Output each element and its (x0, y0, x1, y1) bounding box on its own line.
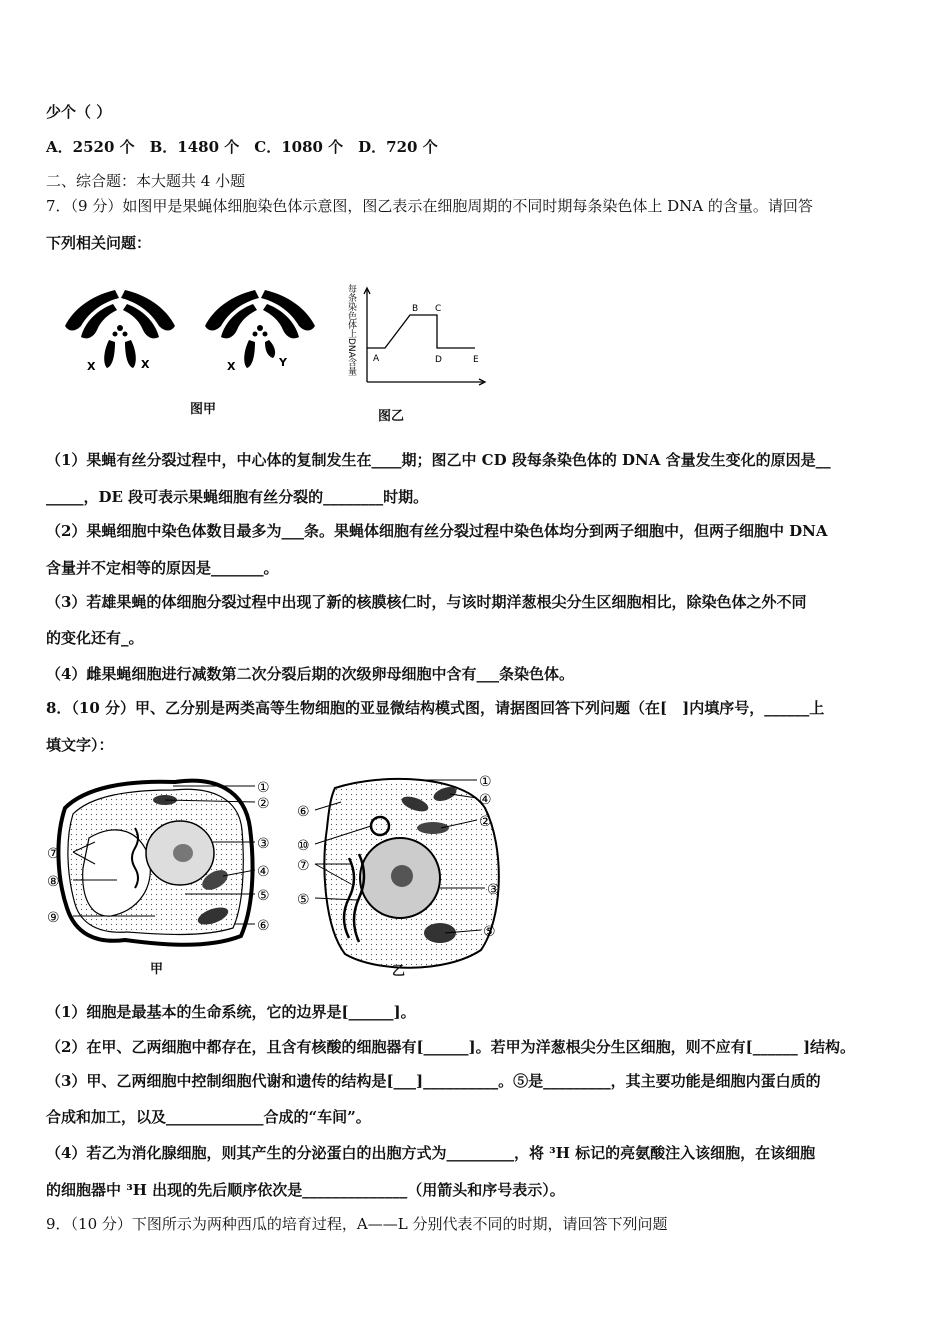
q7-figure (55, 282, 495, 422)
point-d: D (435, 355, 442, 365)
label-7: ⑦ (297, 858, 310, 874)
q7-part2-b: 含量并不定相等的原因是_______。 (46, 559, 279, 577)
q8-part1: （1）细胞是最基本的生命系统，它的边界是[______]。 (46, 1003, 416, 1021)
female-karyotype (65, 290, 175, 373)
q7-stem-2: 下列相关问题： (46, 234, 152, 252)
male-karyotype (205, 290, 315, 373)
label-10: ⑩ (297, 838, 310, 854)
fig7-caption-jia: 图甲 (190, 402, 217, 417)
label-5: ⑤ (257, 888, 270, 904)
label-4: ④ (479, 792, 492, 808)
q8-part2: （2）在甲、乙两细胞中都存在，且含有核酸的细胞器有[______]。若甲为洋葱根尖分生区细胞，则不应有[______ ]结构。 (46, 1038, 856, 1056)
graph-y-axis-label: 每条染色体上DNA含量 (346, 284, 356, 376)
point-e: E (473, 355, 479, 365)
label-3: ③ (257, 836, 270, 852)
q8-part3-a: （3）甲、乙两细胞中控制细胞代谢和遗传的结构是[___]__________。⑤是_________，其主要功能是细胞内蛋白质的 (46, 1072, 821, 1090)
label-6: ⑥ (257, 918, 270, 934)
q7-part3-a: （3）若雄果蝇的体细胞分裂过程中出现了新的核膜核仁时，与该时期洋葱根尖分生区细胞相比，除染色体之外不同 (46, 593, 807, 611)
label-3: ③ (487, 882, 500, 898)
q6-options: A．2520 个 B．1480 个 C．1080 个 D．720 个 (46, 138, 438, 156)
q7-part2-a: （2）果蝇细胞中染色体数目最多为___条。果蝇体细胞有丝分裂过程中染色体均分到两子细胞中，但两子细胞中 DNA (46, 522, 828, 540)
q7-part1-a: （1）果蝇有丝分裂过程中，中心体的复制发生在____期；图乙中 CD 段每条染色体的 DNA 含量发生变化的原因是__ (46, 451, 831, 469)
q7-part1-b: _____，DE 段可表示果蝇细胞有丝分裂的________时期。 (46, 488, 429, 506)
q8-part4-b: 的细胞器中 ³H 出现的先后顺序依次是______________（用箭头和序号表示）。 (46, 1181, 565, 1199)
q8-figure (45, 768, 515, 978)
label-7: ⑦ (47, 846, 60, 862)
chrom-y-label: Y (279, 356, 287, 369)
label-6: ⑥ (297, 804, 310, 820)
fig8-caption-yi: 乙 (392, 964, 406, 979)
q8-stem-1: 8．（10 分）甲、乙分别是两类高等生物细胞的亚显微结构模式图，请据图回答下列问题（在[ ]内填序号，______上 (46, 699, 825, 717)
q8-part4-a: （4）若乙为消化腺细胞，则其产生的分泌蛋白的出胞方式为_________，将 ³H 标记的亮氨酸注入该细胞，在该细胞 (46, 1144, 816, 1162)
q7-part4: （4）雌果蝇细胞进行减数第二次分裂后期的次级卵母细胞中含有___条染色体。 (46, 665, 574, 683)
plant-cell (58, 781, 252, 945)
label-1: ① (479, 774, 492, 790)
q6-tail: 少个（ ） (46, 103, 112, 121)
fig7-caption-yi: 图乙 (378, 409, 405, 424)
label-2: ② (479, 814, 492, 830)
section-heading: 二、综合题：本大题共 4 小题 (46, 172, 246, 190)
q8-stem-2: 填文字）： (46, 736, 114, 754)
label-2: ② (257, 796, 270, 812)
q8-part3-b: 合成和加工，以及_____________合成的“车间”。 (46, 1108, 371, 1126)
q9-stem: 9．（10 分）下图所示为两种西瓜的培育过程，A——L 分别代表不同的时期，请回答下列问题 (46, 1215, 668, 1233)
animal-cell (324, 779, 498, 968)
label-8: ⑧ (47, 874, 60, 890)
point-c: C (435, 304, 442, 314)
chrom-x-label: X (87, 360, 96, 373)
point-a: A (373, 354, 380, 364)
label-1: ① (257, 780, 270, 796)
chrom-x-label: X (141, 358, 150, 371)
label-9: ⑨ (47, 910, 60, 926)
chrom-x-label: X (227, 360, 236, 373)
dna-content-graph (364, 288, 485, 385)
fig8-caption-jia: 甲 (150, 962, 164, 977)
label-5: ⑤ (483, 924, 496, 940)
q7-part3-b: 的变化还有_。 (46, 629, 144, 647)
label-5: ⑤ (297, 892, 310, 908)
label-4: ④ (257, 864, 270, 880)
point-b: B (412, 304, 419, 314)
q7-stem-1: 7．（9 分）如图甲是果蝇体细胞染色体示意图，图乙表示在细胞周期的不同时期每条染色体上 DNA 的含量。请回答 (46, 197, 813, 215)
